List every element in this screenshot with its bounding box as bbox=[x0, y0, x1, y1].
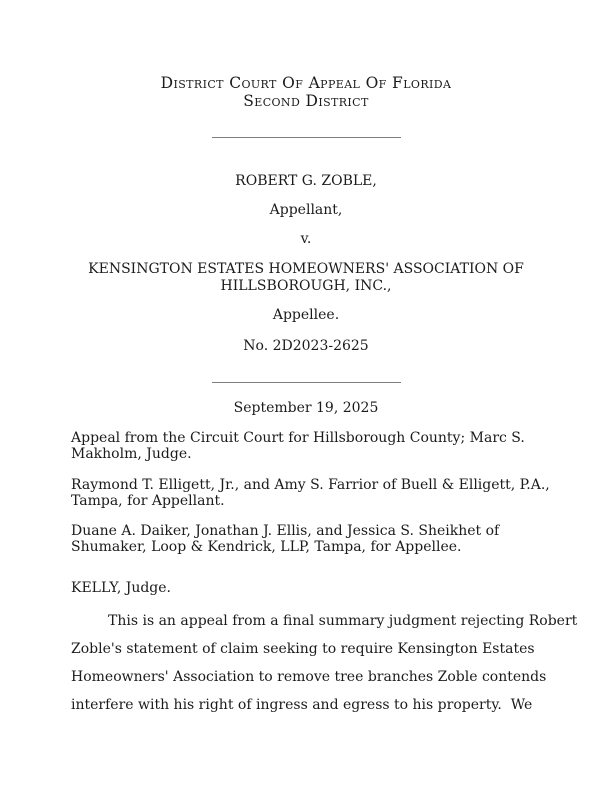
opinion-date: September 19, 2025 bbox=[233, 400, 379, 416]
counsel-appellee-line-1: Duane A. Daiker, Jonathan J. Ellis, and Jessica S. Sheikhet of bbox=[71, 523, 500, 539]
authoring-judge: KELLY, Judge. bbox=[71, 580, 172, 596]
caption-appellee-name-line2: HILLSBOROUGH, INC., bbox=[220, 278, 392, 294]
counsel-appellant-line-1: Raymond T. Elligett, Jr., and Amy S. Farrior of Buell & Elligett, P.A., bbox=[71, 477, 550, 493]
horizontal-rule-top bbox=[212, 137, 401, 138]
caption-appellant-role: Appellant, bbox=[269, 202, 343, 218]
opinion-body-line-3: Homeowners' Association to remove tree branches Zoble contends bbox=[71, 669, 547, 685]
case-number: No. 2D2023-2625 bbox=[243, 338, 369, 354]
court-header bbox=[71, 74, 541, 110]
caption-versus: v. bbox=[300, 231, 312, 247]
opinion-body-paragraph bbox=[71, 607, 578, 719]
counsel-appellant-line-2: Tampa, for Appellant. bbox=[71, 493, 225, 509]
origin-court-block bbox=[71, 430, 541, 462]
court-name: District Court Of Appeal Of Florida bbox=[160, 74, 452, 92]
opinion-body-line-4: interfere with his right of ingress and egress to his property. We bbox=[71, 697, 533, 713]
caption-appellee-role: Appellee. bbox=[272, 307, 340, 323]
caption-appellee-name-line1: KENSINGTON ESTATES HOMEOWNERS' ASSOCIATION OF bbox=[88, 261, 524, 277]
court-district: Second District bbox=[243, 92, 369, 110]
horizontal-rule-bottom bbox=[212, 382, 401, 383]
origin-line-1: Appeal from the Circuit Court for Hillsborough County; Marc S. bbox=[71, 430, 525, 446]
origin-line-2: Makholm, Judge. bbox=[71, 446, 192, 462]
opinion-body-line-1: This is an appeal from a final summary judgment rejecting Robert bbox=[108, 613, 578, 629]
caption-appellant-name: ROBERT G. ZOBLE, bbox=[235, 173, 377, 189]
counsel-appellee-block bbox=[71, 523, 541, 555]
counsel-appellant-block bbox=[71, 477, 550, 509]
caption-appellee-name bbox=[71, 261, 541, 295]
counsel-appellee-line-2: Shumaker, Loop & Kendrick, LLP, Tampa, for Appellee. bbox=[71, 539, 462, 555]
opinion-body-line-2: Zoble's statement of claim seeking to require Kensington Estates bbox=[71, 641, 535, 657]
